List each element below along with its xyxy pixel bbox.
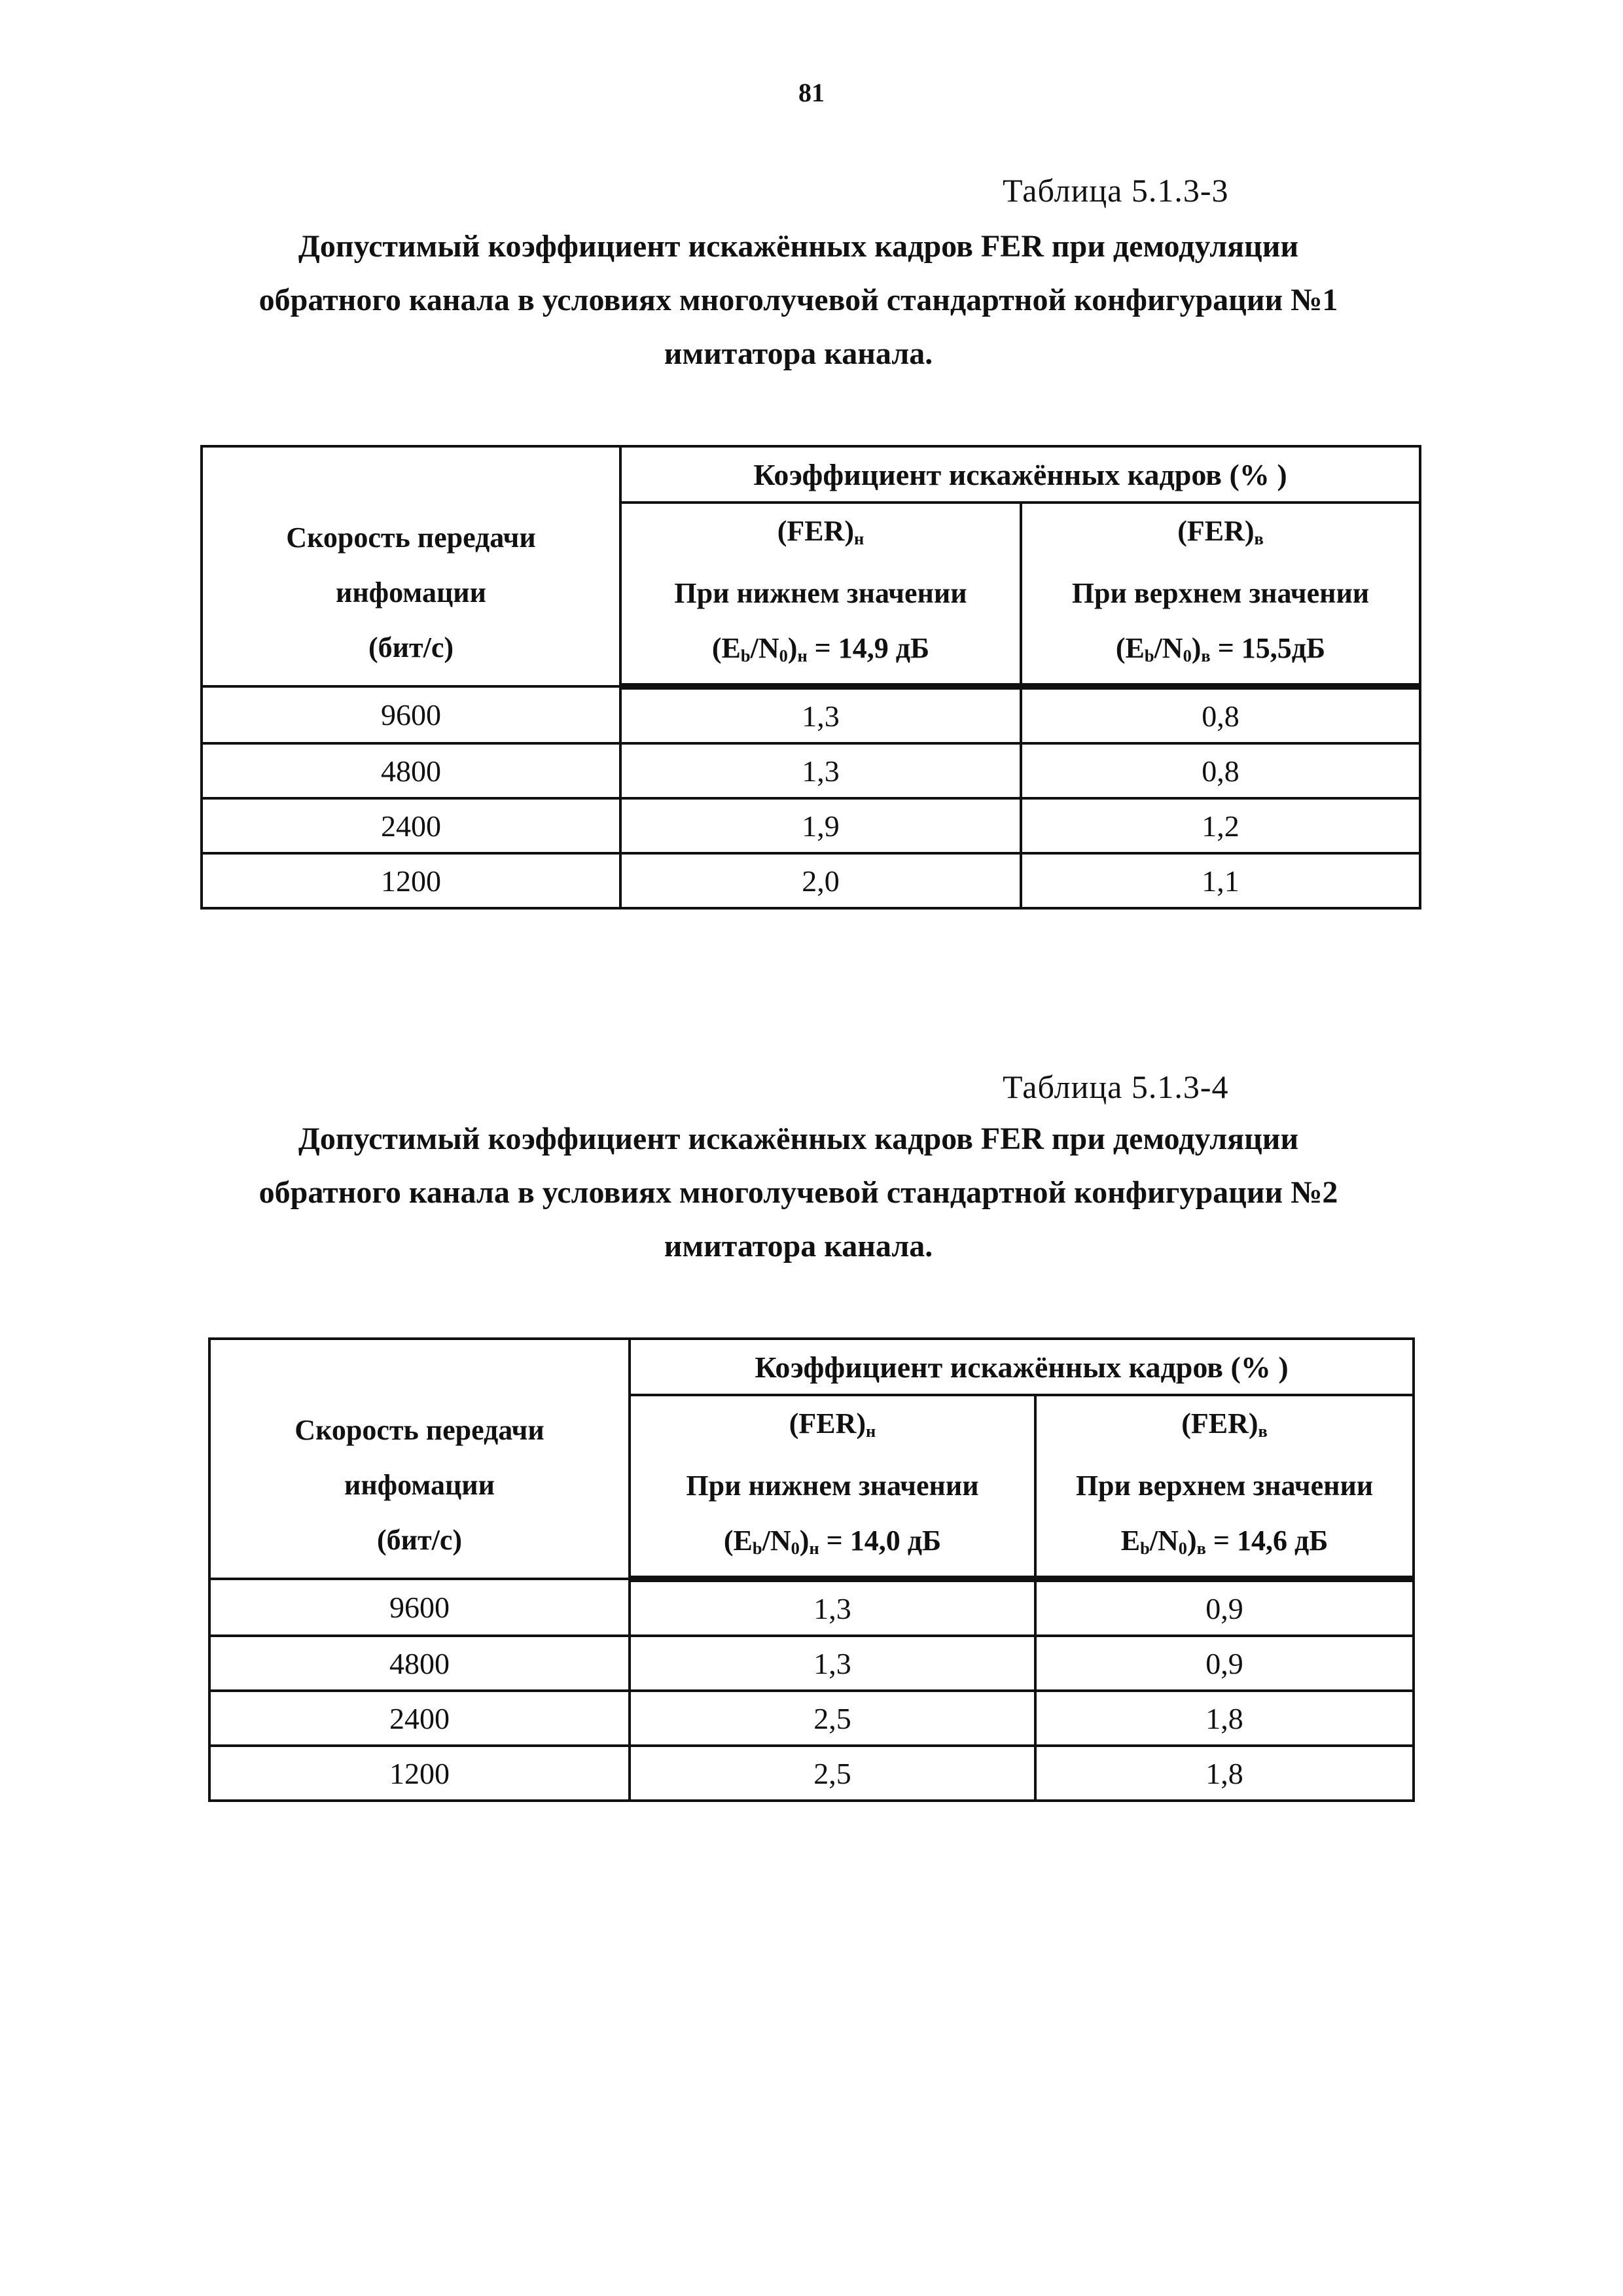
fer-lower-cell: 2,5	[630, 1691, 1035, 1746]
fer-upper-label: $(FER)_в$	[1177, 515, 1264, 548]
rate-cell: 1200	[202, 853, 620, 908]
fer-upper-ratio: $E_b/N_0)_в = 14,6$ дБ	[1120, 1525, 1329, 1558]
fer-upper-cell: 1,8	[1035, 1746, 1414, 1801]
fer-lower-ratio: $(E_b/N_0)_н = 14,0$ дБ	[723, 1525, 942, 1558]
fer-upper-cell: 0,8	[1021, 743, 1420, 798]
rate-cell: 4800	[202, 743, 620, 798]
fer-upper-cell: 1,1	[1021, 853, 1420, 908]
fer-lower-desc: При нижнем значении	[686, 1470, 979, 1502]
fer-upper-desc: При верхнем значении	[1075, 1470, 1374, 1502]
fer-lower-cell: 1,3	[620, 743, 1021, 798]
fer-table	[208, 1337, 1415, 1802]
fer-lower-desc: При нижнем значении	[674, 577, 967, 609]
rate-header-line: инфомации	[335, 576, 487, 609]
rate-header-line: (бит/с)	[368, 631, 454, 663]
table-caption	[196, 1112, 1400, 1273]
fer-lower-header	[630, 1395, 1035, 1579]
rate-header-line: (бит/с)	[376, 1523, 463, 1556]
table-row	[202, 686, 1420, 743]
fer-lower-label: $(FER)_н$	[777, 515, 865, 548]
table-label: Таблица 5.1.3-4	[1003, 1069, 1229, 1105]
fer-lower-cell: 1,3	[620, 686, 1021, 743]
caption-line: имитатора канала.	[664, 1229, 933, 1263]
table-row	[209, 1691, 1414, 1746]
fer-upper-ratio: $(E_b/N_0)_в = 15,5дБ$	[1115, 632, 1326, 665]
caption-line: обратного канала в условиях многолучевой стандартной конфигурации №1	[259, 283, 1338, 317]
fer-upper-label: $(FER)_в$	[1181, 1407, 1268, 1441]
table-row	[202, 798, 1420, 853]
page-number: 81	[798, 78, 825, 107]
rate-header-line: Скорость передачи	[294, 1413, 544, 1446]
table-row	[209, 1636, 1414, 1691]
table-caption	[196, 220, 1400, 381]
fer-upper-cell: 0,9	[1035, 1636, 1414, 1691]
fer-group-header: Коэффициент искажённых кадров (% )	[630, 1339, 1414, 1395]
table-label: Таблица 5.1.3-3	[1003, 172, 1229, 209]
caption-line: обратного канала в условиях многолучевой стандартной конфигурации №2	[259, 1175, 1338, 1210]
rate-header	[202, 446, 620, 686]
fer-upper-header	[1021, 503, 1420, 686]
fer-lower-cell: 2,0	[620, 853, 1021, 908]
table-row	[209, 1579, 1414, 1636]
fer-lower-cell: 1,9	[620, 798, 1021, 853]
rate-cell: 1200	[209, 1746, 630, 1801]
fer-upper-cell: 0,8	[1021, 686, 1420, 743]
rate-cell: 4800	[209, 1636, 630, 1691]
rate-cell: 2400	[202, 798, 620, 853]
fer-group-header: Коэффициент искажённых кадров (% )	[620, 446, 1420, 503]
fer-lower-header	[620, 503, 1021, 686]
table-row	[209, 1746, 1414, 1801]
rate-cell: 9600	[202, 686, 620, 743]
fer-lower-cell: 2,5	[630, 1746, 1035, 1801]
caption-line: имитатора канала.	[664, 336, 933, 371]
rate-cell: 2400	[209, 1691, 630, 1746]
rate-header-line: инфомации	[344, 1468, 495, 1501]
fer-lower-label: $(FER)_н$	[789, 1407, 876, 1441]
fer-upper-header	[1035, 1395, 1414, 1579]
rate-cell: 9600	[209, 1579, 630, 1636]
table-row	[202, 853, 1420, 908]
fer-lower-cell: 1,3	[630, 1579, 1035, 1636]
caption-line: Допустимый коэффициент искажённых кадров FER при демодуляции	[298, 1122, 1299, 1156]
rate-header	[209, 1339, 630, 1579]
fer-lower-cell: 1,3	[630, 1636, 1035, 1691]
fer-upper-desc: При верхнем значении	[1071, 577, 1370, 609]
caption-line: Допустимый коэффициент искажённых кадров FER при демодуляции	[298, 229, 1299, 264]
fer-upper-cell: 0,9	[1035, 1579, 1414, 1636]
fer-upper-cell: 1,8	[1035, 1691, 1414, 1746]
fer-upper-cell: 1,2	[1021, 798, 1420, 853]
rate-header-line: Скорость передачи	[286, 521, 536, 554]
fer-table	[200, 445, 1421, 910]
fer-lower-ratio: $(E_b/N_0)_н = 14,9$ дБ	[711, 632, 930, 665]
table-row	[202, 743, 1420, 798]
